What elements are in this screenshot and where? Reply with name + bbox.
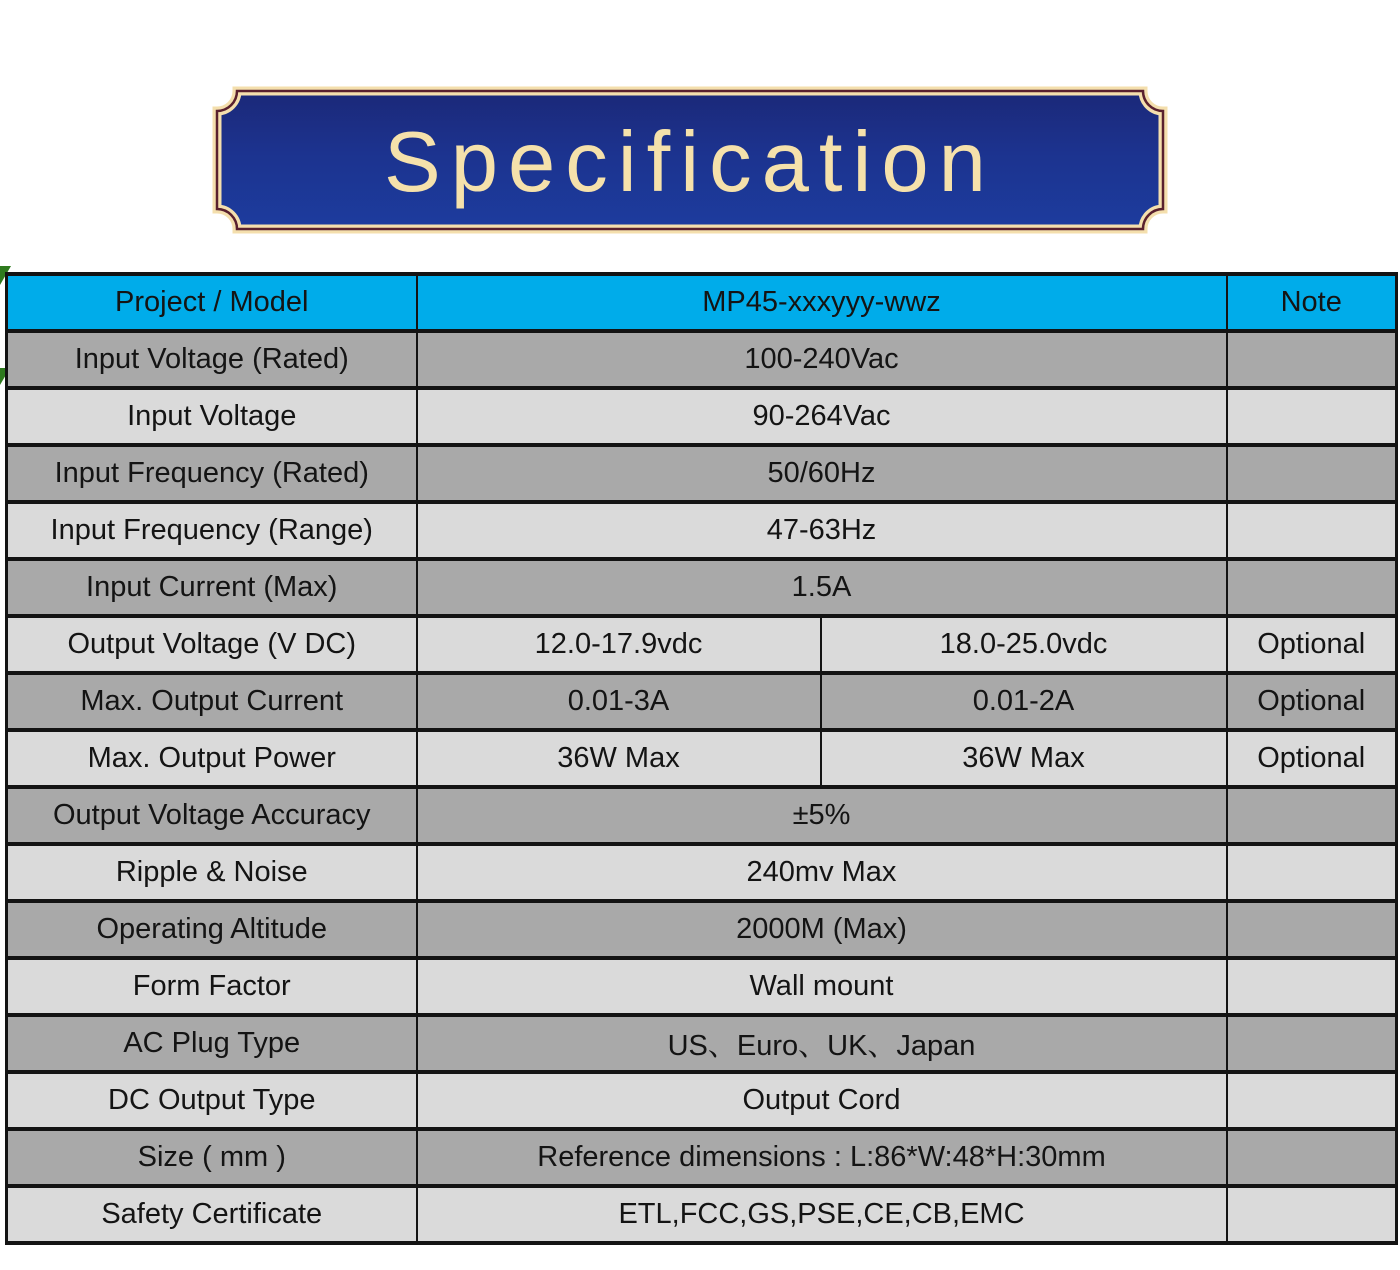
row-note <box>1227 1072 1397 1129</box>
row-value: Reference dimensions : L:86*W:48*H:30mm <box>417 1129 1227 1186</box>
row-note <box>1227 1186 1397 1243</box>
table-row <box>7 844 1397 901</box>
row-label: Input Frequency (Range) <box>7 502 417 559</box>
table-row <box>7 559 1397 616</box>
row-label: Max. Output Current <box>7 673 417 730</box>
row-label: Size ( mm ) <box>7 1129 417 1186</box>
row-label: Operating Altitude <box>7 901 417 958</box>
row-label: Input Frequency (Rated) <box>7 445 417 502</box>
row-value: US、Euro、UK、Japan <box>417 1015 1227 1072</box>
table-row <box>7 1186 1397 1243</box>
row-note <box>1227 787 1397 844</box>
row-note <box>1227 1015 1397 1072</box>
header-model-number: MP45-xxxyyy-wwz <box>417 274 1227 331</box>
table-header-row <box>7 274 1397 331</box>
row-value: 0.01-3A <box>417 673 821 730</box>
row-label: Input Current (Max) <box>7 559 417 616</box>
table-row <box>7 445 1397 502</box>
table-row <box>7 1129 1397 1186</box>
table-row <box>7 730 1397 787</box>
row-note <box>1227 958 1397 1015</box>
row-label: Ripple & Noise <box>7 844 417 901</box>
table-row <box>7 673 1397 730</box>
row-note <box>1227 844 1397 901</box>
table-row <box>7 1015 1397 1072</box>
row-label: Form Factor <box>7 958 417 1015</box>
row-value: 50/60Hz <box>417 445 1227 502</box>
table-row <box>7 616 1397 673</box>
table-row <box>7 787 1397 844</box>
row-value: 240mv Max <box>417 844 1227 901</box>
table-row <box>7 388 1397 445</box>
table-row <box>7 901 1397 958</box>
row-value: 2000M (Max) <box>417 901 1227 958</box>
banner-title: Specification <box>384 115 996 210</box>
row-note <box>1227 502 1397 559</box>
row-label: Output Voltage (V DC) <box>7 616 417 673</box>
table-row <box>7 331 1397 388</box>
row-note: Optional <box>1227 730 1397 787</box>
header-project-model: Project / Model <box>7 274 417 331</box>
row-note <box>1227 331 1397 388</box>
table-row <box>7 958 1397 1015</box>
header-note: Note <box>1227 274 1397 331</box>
row-value: 100-240Vac <box>417 331 1227 388</box>
row-label: Safety Certificate <box>7 1186 417 1243</box>
row-note <box>1227 559 1397 616</box>
row-note: Optional <box>1227 673 1397 730</box>
row-value: Output Cord <box>417 1072 1227 1129</box>
row-value: 47-63Hz <box>417 502 1227 559</box>
row-label: AC Plug Type <box>7 1015 417 1072</box>
row-note <box>1227 1129 1397 1186</box>
row-value: 12.0-17.9vdc <box>417 616 821 673</box>
row-note <box>1227 445 1397 502</box>
row-value: ETL,FCC,GS,PSE,CE,CB,EMC <box>417 1186 1227 1243</box>
row-note <box>1227 901 1397 958</box>
row-value: 18.0-25.0vdc <box>821 616 1227 673</box>
specification-banner <box>212 86 1168 234</box>
row-label: Input Voltage <box>7 388 417 445</box>
specification-table <box>5 272 1398 1245</box>
row-value: 1.5A <box>417 559 1227 616</box>
row-value: 36W Max <box>821 730 1227 787</box>
row-value: ±5% <box>417 787 1227 844</box>
table-row <box>7 1072 1397 1129</box>
row-label: Max. Output Power <box>7 730 417 787</box>
row-note: Optional <box>1227 616 1397 673</box>
row-label: Output Voltage Accuracy <box>7 787 417 844</box>
row-value: Wall mount <box>417 958 1227 1015</box>
row-value: 0.01-2A <box>821 673 1227 730</box>
row-note <box>1227 388 1397 445</box>
table-row <box>7 502 1397 559</box>
row-label: DC Output Type <box>7 1072 417 1129</box>
row-value: 36W Max <box>417 730 821 787</box>
row-label: Input Voltage (Rated) <box>7 331 417 388</box>
row-value: 90-264Vac <box>417 388 1227 445</box>
